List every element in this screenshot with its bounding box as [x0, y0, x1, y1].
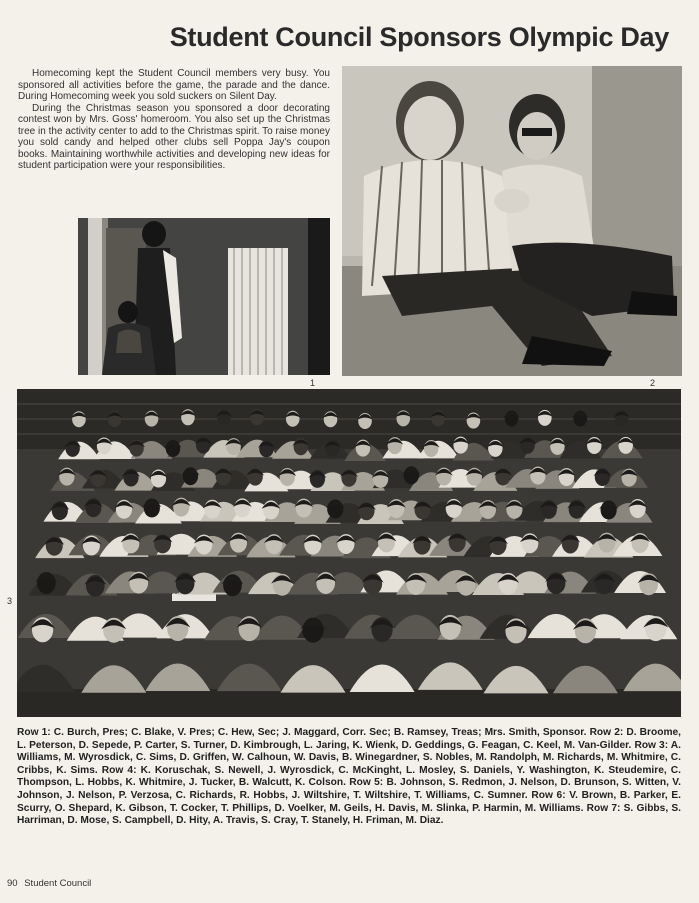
photo-number-2: 2 — [650, 378, 656, 388]
page-folio — [7, 878, 91, 889]
photo-group — [17, 389, 681, 717]
intro-paragraph-2: During the Christmas season you sponsored a door decorating contest won by Mrs. Goss' homeroom. You also set up the Christmas tree in the activity center to add to the Christmas spirit. To raise money you sold candy and helped other clubs sell Poppa Jay's coupon books. Maintaining worthwhile activities and developing new ideas for student participation were your responsibilities. — [18, 102, 330, 171]
photo-stage-scene — [78, 218, 330, 375]
photo-number-3: 3 — [7, 596, 13, 606]
page-headline: Student Council Sponsors Olympic Day — [169, 22, 669, 52]
intro-text — [18, 68, 330, 172]
photo-seated-pair-image — [342, 66, 682, 376]
photo-stage-scene-image — [78, 218, 330, 375]
photo-seated-pair — [342, 66, 682, 376]
group-photo-caption: Row 1: C. Burch, Pres; C. Blake, V. Pres; C. Hew, Sec; J. Maggard, Corr. Sec; B. Ramsey, Treas; Mrs. Smith, Sponsor. Row 2: D. Broome, L. Peterson, D. Sepede, P. Carter, S. Turner, D. Kimbrough, L. Jaring, K. Wienk, D. Geddings, G. Feagan, C. Keel, M. Van-Gilder. Row 3: A. Williams, M. Wyrosdick, C. Sims, D. Griffen, W. Calhoun, W. Davis, B. Winegardner, S. Nobles, M. Randolph, M. Richards, M. Whitmire, C. Cribbs, K. Sims. Row 4: K. Koruschak, S. Newell, J. Wyrosdick, C. McKinght, L. Mosley, S. Daniels, Y. Washington, K. Steudemire, C. Thompson, L. Hobbs, K. Whitmire, J. Tucker, B. Walcutt, K. Colson. Row 5: B. Johnson, S. Redmon, J. Nelson, D. Brunson, S. Witten, V. Johnson, J. Nelson, P. Verzosa, C. Richards, R. Hobbs, J. Wiltshire, T. Wiltshire, T. Williams, C. Sumner. Row 6: V. Brown, B. Parker, E. Scurry, O. Shepard, K. Gibson, T. Cocker, T. Phillips, D. Voelker, M. Geils, H. Davis, M. Slinka, P. Harmin, M. Williams. Row 7: S. Gibbs, S. Harriman, D. Mose, S. Campbell, D. Hity, A. Travis, S. Cray, T. Stanely, H. Friman, M. Diaz. — [17, 727, 681, 827]
section-name: Student Council — [24, 878, 92, 889]
page-number: 90 — [7, 878, 18, 889]
photo-number-1: 1 — [310, 378, 316, 388]
photo-group-image — [17, 389, 681, 717]
intro-paragraph-1: Homecoming kept the Student Council members very busy. You sponsored all activities before the game, the parade and the dance. During Homecoming week you sold suckers on Silent Day. — [18, 68, 330, 102]
